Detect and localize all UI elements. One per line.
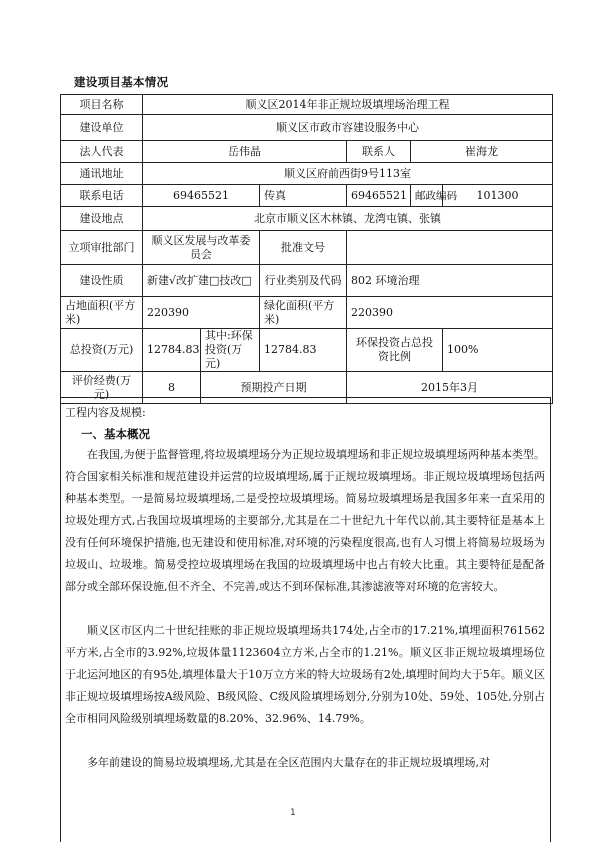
section-title: 建设项目基本情况 bbox=[74, 75, 169, 89]
env-invest-label: 其中:环保投资(万元) bbox=[201, 329, 260, 372]
row-invest bbox=[61, 329, 553, 372]
invest-label: 总投资(万元) bbox=[61, 329, 143, 372]
approval-dept-label: 立项审批部门 bbox=[61, 231, 143, 265]
nature-label: 建设性质 bbox=[61, 265, 143, 297]
fax-value: 69465521 bbox=[347, 185, 411, 207]
assess-fee-label: 评价经费(万元) bbox=[61, 372, 143, 404]
approval-no-label: 批准文号 bbox=[260, 231, 347, 265]
industry-label: 行业类别及代码 bbox=[260, 265, 347, 297]
fax-cell bbox=[260, 185, 347, 207]
fax-label: 传真 bbox=[264, 188, 286, 202]
startup-value: 2015年3月 bbox=[347, 372, 553, 404]
project-info-table bbox=[60, 94, 553, 404]
green-label: 绿化面积(平方米) bbox=[260, 297, 347, 329]
ratio-value: 100% bbox=[443, 329, 553, 372]
row-legal-rep bbox=[61, 141, 553, 163]
legal-rep-value: 岳伟晶 bbox=[143, 141, 347, 163]
page-number: 1 bbox=[290, 808, 296, 818]
row-approval bbox=[61, 231, 553, 265]
row-project-name bbox=[61, 95, 553, 115]
approval-dept-value: 顺义区发展与改革委员会 bbox=[143, 231, 260, 265]
builder-label: 建设单位 bbox=[61, 115, 143, 141]
startup-label: 预期投产日期 bbox=[201, 372, 347, 404]
project-name-label: 项目名称 bbox=[61, 95, 143, 115]
postcode-value: 101300 bbox=[443, 185, 553, 207]
legal-rep-label: 法人代表 bbox=[61, 141, 143, 163]
invest-value: 12784.83 bbox=[143, 329, 201, 372]
row-area bbox=[61, 297, 553, 329]
site-value: 北京市顺义区木林镇、龙湾屯镇、张镇 bbox=[143, 207, 553, 231]
env-invest-value: 12784.83 bbox=[260, 329, 347, 372]
contact-label: 联系人 bbox=[347, 141, 411, 163]
phone-label: 联系电话 bbox=[61, 185, 143, 207]
paragraph: 在我国,为便于监督管理,将垃圾填埋场分为正规垃圾填埋场和非正规垃圾填埋场两种基本类型。符合国家相关标准和规范建设并运营的垃圾填埋场,属于正规垃圾填埋场。非正规垃圾填埋场包括两种基本类型。一是简易垃圾填埋场,二是受控垃圾填埋场。简易垃圾填埋场是我国多年来一直采用的垃圾处理方式,占我国垃圾填埋场的主要部分,尤其是在二十世纪九十年代以前,其主要特征是基本上没有任何环境保护措施,也无建设和使用标准,对环境的污染程度很高,也有人习惯上将简易垃圾场为垃圾山、垃圾堆。简易受控垃圾填埋场在我国的垃圾填埋场中也占有较大比重。其主要特征是配备部分或全部环保设施,但不齐全、不完善,或达不到环保标准,其渗滤液等对环境的危害较大。 bbox=[65, 448, 545, 593]
industry-value: 802 环境治理 bbox=[347, 265, 553, 297]
area-label: 占地面积(平方米) bbox=[61, 297, 143, 329]
row-address bbox=[61, 163, 553, 185]
approval-no-value bbox=[347, 231, 553, 265]
phone-value: 69465521 bbox=[143, 185, 260, 207]
ratio-label: 环保投资占总投资比例 bbox=[347, 329, 443, 372]
content-lead: 工程内容及规模: bbox=[65, 406, 146, 419]
address-value: 顺义区府前西街9号113室 bbox=[143, 163, 553, 185]
assess-fee-value: 8 bbox=[143, 372, 201, 404]
nature-value: 新建√改扩建□技改□ bbox=[143, 265, 260, 297]
green-value: 220390 bbox=[347, 297, 553, 329]
paragraph: 多年前建设的简易垃圾填埋场,尤其是在全区范围内大量存在的非正规垃圾填埋场,对 bbox=[87, 756, 490, 769]
section-heading: 一、基本概况 bbox=[81, 427, 150, 441]
project-content-box bbox=[60, 397, 551, 842]
row-builder bbox=[61, 115, 553, 141]
postcode-label: 邮政编码 bbox=[411, 185, 443, 207]
site-label: 建设地点 bbox=[61, 207, 143, 231]
area-value: 220390 bbox=[143, 297, 260, 329]
builder-value: 顺义区市政市容建设服务中心 bbox=[143, 115, 553, 141]
project-name-value: 顺义区2014年非正规垃圾填埋场治理工程 bbox=[143, 95, 553, 115]
contact-value: 崔海龙 bbox=[411, 141, 553, 163]
row-phone bbox=[61, 185, 553, 207]
row-site bbox=[61, 207, 553, 231]
row-nature bbox=[61, 265, 553, 297]
address-label: 通讯地址 bbox=[61, 163, 143, 185]
paragraph: 顺义区市区内二十世纪挂账的非正规垃圾填埋场共174处,占全市的17.21%,填埋面积761562平方米,占全市的3.92%,垃圾体量1123604立方米,占全市的1.21%。顺义区非正规垃圾填埋场位于北运河地区的有95处,填埋体量大于10万立方米的特大垃圾场有2处,填埋时间均大于5年。顺义区非正规垃圾填埋场按A级风险、B级风险、C级风险填埋场划分,分别为10处、59处、105处,分别占全市相同风险级别填埋场数量的8.20%、32.96%、14.79%。 bbox=[65, 624, 545, 725]
